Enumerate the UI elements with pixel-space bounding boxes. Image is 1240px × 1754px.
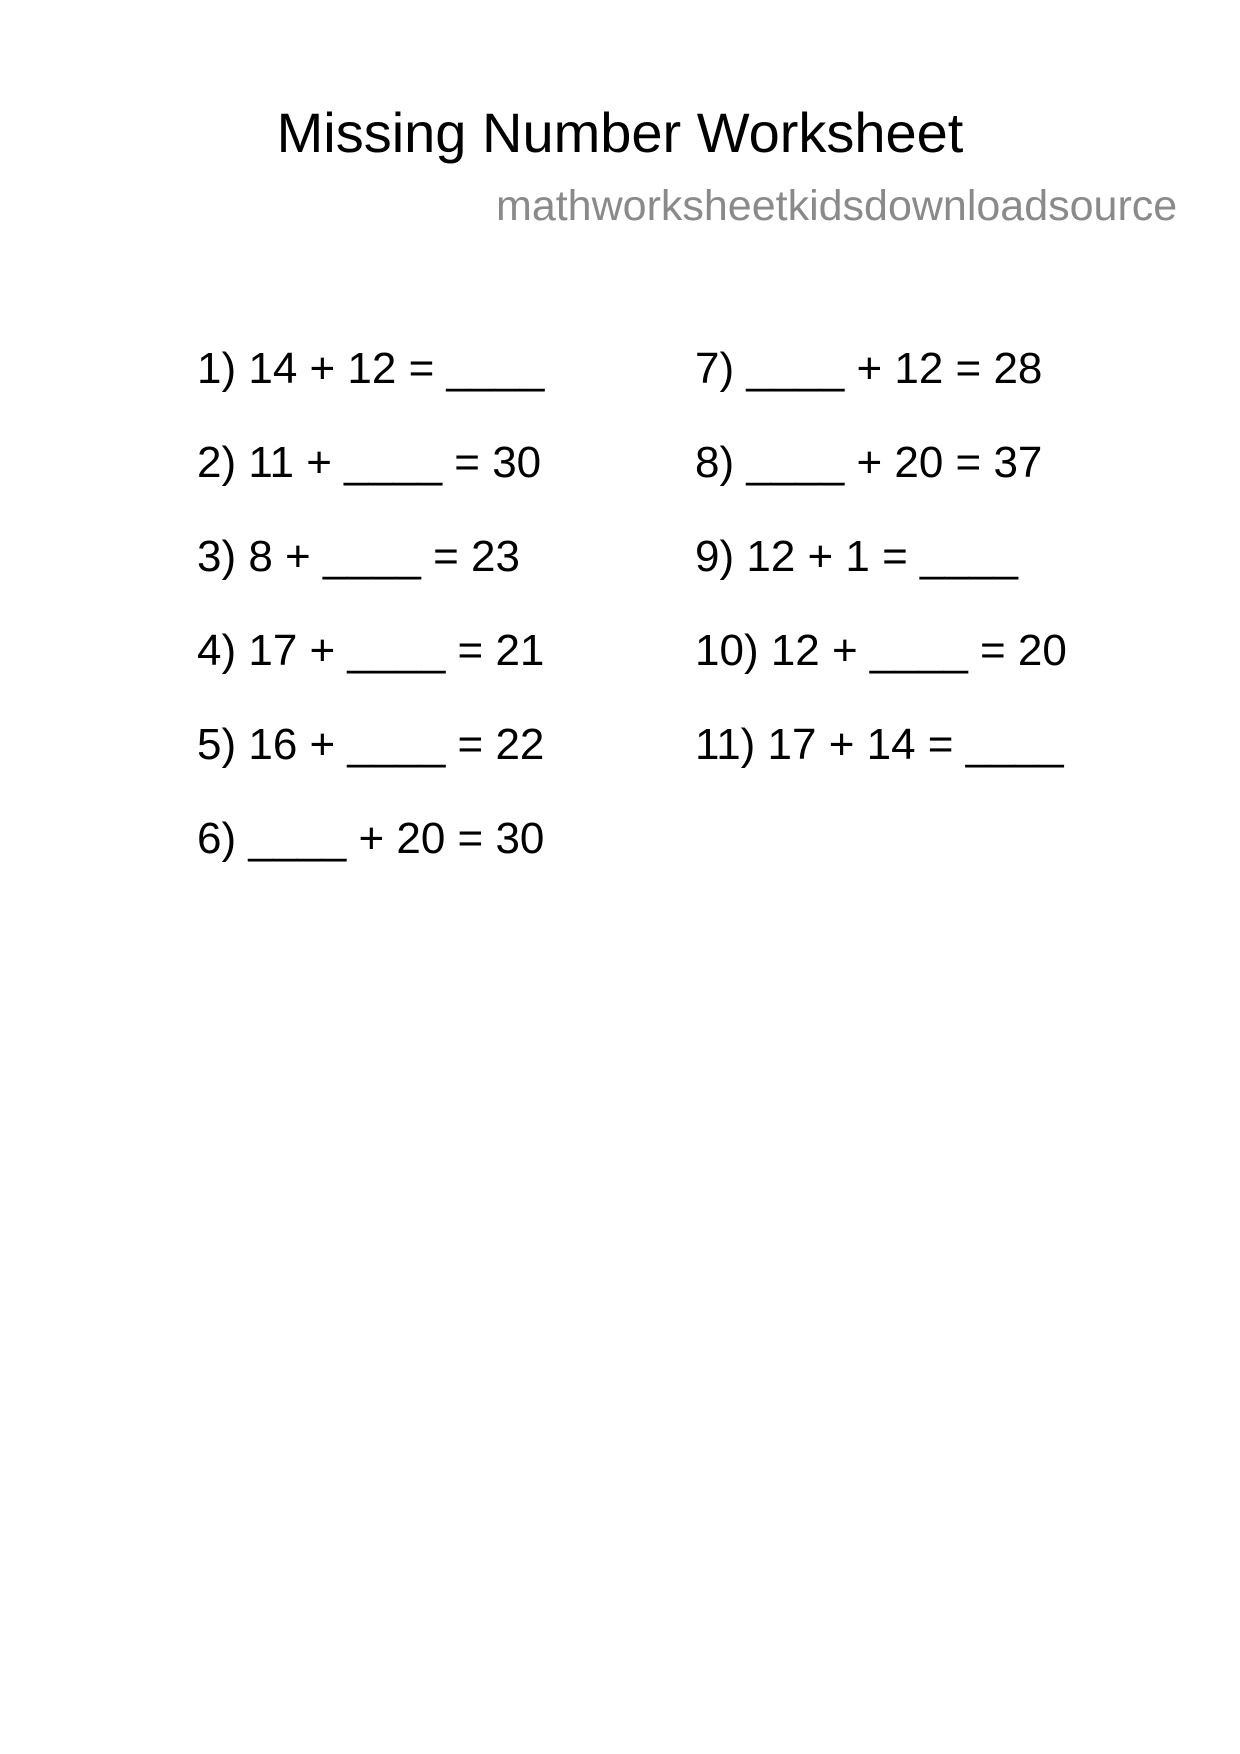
problem-3: 3) 8 + ____ = 23 <box>197 532 520 581</box>
problem-4: 4) 17 + ____ = 21 <box>197 626 545 675</box>
problem-9: 9) 12 + 1 = ____ <box>695 532 1018 581</box>
problem-2: 2) 11 + ____ = 30 <box>197 438 542 487</box>
problem-8: 8) ____ + 20 = 37 <box>695 438 1043 487</box>
problem-7: 7) ____ + 12 = 28 <box>695 344 1043 393</box>
source-text: mathworksheetkidsdownloadsource <box>496 182 1178 230</box>
problem-5: 5) 16 + ____ = 22 <box>197 720 545 769</box>
problem-6: 6) ____ + 20 = 30 <box>197 814 545 863</box>
problem-1: 1) 14 + 12 = ____ <box>197 344 545 393</box>
problem-11: 11) 17 + 14 = ____ <box>695 720 1064 769</box>
problem-10: 10) 12 + ____ = 20 <box>695 626 1067 675</box>
page-title: Missing Number Worksheet <box>276 101 964 164</box>
